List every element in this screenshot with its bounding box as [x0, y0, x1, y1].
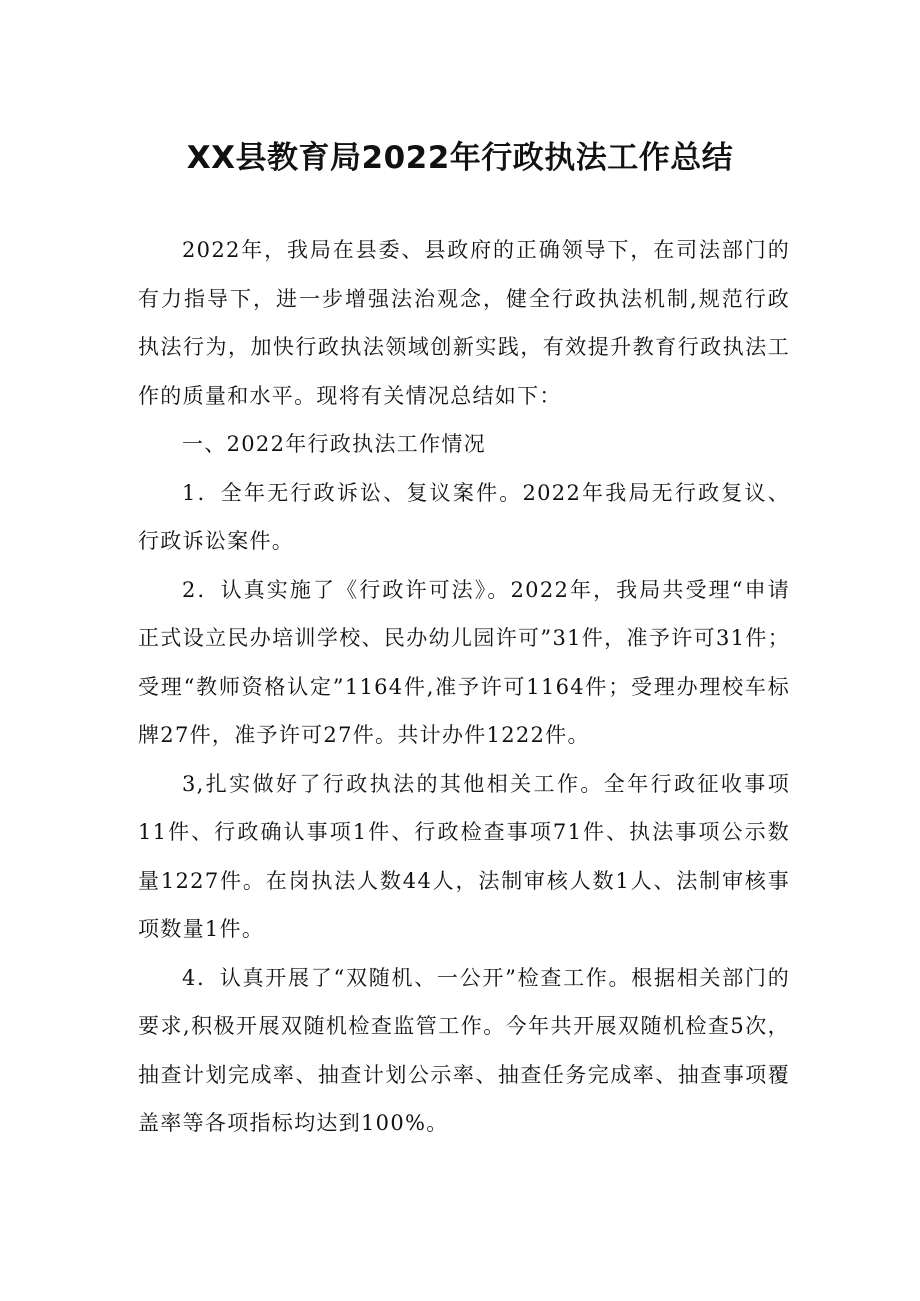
item-paragraph-2: 2．认真实施了《行政许可法》。2022年，我局共受理“申请正式设立民办培训学校、民办幼儿园许可”31件，准予许可31件；受理“教师资格认定”1164件,准予许可1164件；受理办理校车标牌27件，准予许可27件。共计办件1222件。	[138, 577, 790, 747]
item-paragraph-4: 4．认真开展了“双随机、一公开”检查工作。根据相关部门的要求,积极开展双随机检查监管工作。今年共开展双随机检查5次，抽查计划完成率、抽查计划公示率、抽查任务完成率、抽查事项覆盖率等各项指标均达到100%。	[138, 965, 790, 1135]
item-paragraph-3: 3,扎实做好了行政执法的其他相关工作。全年行政征收事项11件、行政确认事项1件、行政检查事项71件、执法事项公示数量1227件。在岗执法人数44人，法制审核人数1人、法制审核事项数量1件。	[138, 771, 790, 941]
item-paragraph-1: 1．全年无行政诉讼、复议案件。2022年我局无行政复议、行政诉讼案件。	[138, 480, 790, 553]
intro-paragraph: 2022年，我局在县委、县政府的正确领导下，在司法部门的有力指导下，进一步增强法治观念，健全行政执法机制,规范行政执法行为，加快行政执法领域创新实践，有效提升教育行政执法工作的质量和水平。现将有关情况总结如下：	[138, 238, 790, 408]
document-title: XX县教育局2022年行政执法工作总结	[186, 140, 734, 176]
section-heading: 一、2022年行政执法工作情况	[182, 432, 486, 456]
document-body	[138, 226, 790, 1148]
